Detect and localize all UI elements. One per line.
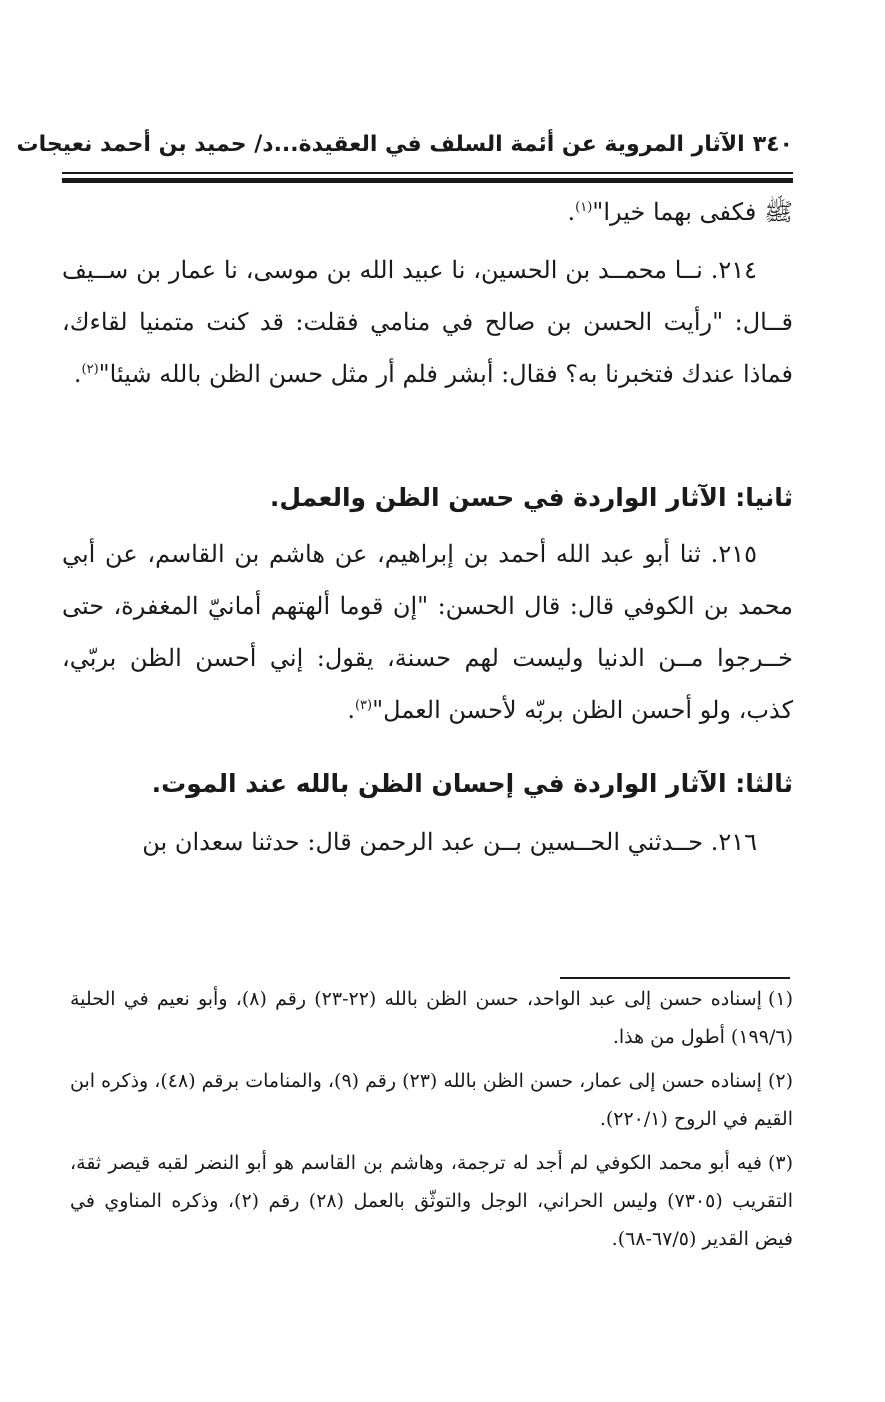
footnote-ref-2: (٢) bbox=[81, 362, 99, 377]
footnote-separator bbox=[560, 977, 790, 979]
section-heading-2: ثانيا: الآثار الواردة في حسن الظن والعمل. bbox=[269, 483, 793, 512]
paragraph-216: ٢١٦. حــدثني الحــسين بــن عبد الرحمن قال: حدثنا سعدان بن bbox=[142, 828, 757, 856]
footnote-3: (٣)فيه أبو محمد الكوفي لم أجد له ترجمة، وهاشم بن القاسم هو أبو النضر لقبه قيصر ثقة، التقريب (٧٣٠٥) وليس الحراني، الوجل والتوثّق بالعمل (٢٨) رقم (٢)، وذكره المناوي في فيض القدير (٦٧/٥-٦٨). bbox=[70, 1152, 794, 1250]
footnotes bbox=[70, 980, 793, 1264]
paragraph-215: ٢١٥. ثنا أبو عبد الله أحمد بن إبراهيم، عن هاشم بن القاسم، عن أبي محمد بن الكوفي قال: قال الحسن: "إن قوما ألهتهم أمانيّ المغفرة، حتى خــرجوا مــن الدنيا وليست لهم حسنة، يقول: إني أحسن الظن بربّي، كذب، ولو أحسن الظن بربّه لأحسن العمل"$^{(٣)}$. bbox=[62, 540, 793, 724]
footnote-1: (١)إسناده حسن إلى عبد الواحد، حسن الظن بالله (٢٢-٢٣) رقم (٨)، وأبو نعيم في الحلية (١٩٩/٦) أطول من هذا. bbox=[70, 988, 793, 1048]
paragraph-continuation: ﷺ فكفى بهما خيرا"$^{(١)}$. bbox=[567, 198, 793, 226]
paragraph-214: ٢١٤. نــا محمــد بن الحسين، نا عبيد الله بن موسى، نا عمار بن ســيف قــال: "رأيت الحسن بن صالح في منامي فقلت: قد كنت متمنيا لقاءك، فماذا عندك فتخبرنا به؟ فقال: أبشر فلم أر مثل حسن الظن بالله شيئا"$^{(٢)}$. bbox=[62, 256, 793, 388]
header-title: الآثار المروية عن أئمة السلف في العقيدة...د/ حميد بن أحمد نعيجات bbox=[16, 131, 745, 157]
footnote-ref-3: (٣) bbox=[354, 698, 373, 713]
section-heading-3: ثالثا: الآثار الواردة في إحسان الظن بالله عند الموت. bbox=[151, 769, 793, 798]
page-number: ٣٤٠ bbox=[752, 131, 793, 157]
footnote-ref-1: (١) bbox=[575, 200, 593, 215]
running-header bbox=[16, 122, 793, 166]
footnote-2: (٢)إسناده حسن إلى عمار، حسن الظن بالله (٢٣) رقم (٩)، والمنامات برقم (٤٨)، وذكره ابن القيم في الروح (٢٢٠/١). bbox=[70, 1070, 793, 1130]
header-rule-thin bbox=[62, 172, 793, 174]
header-rule-thick bbox=[62, 178, 793, 183]
